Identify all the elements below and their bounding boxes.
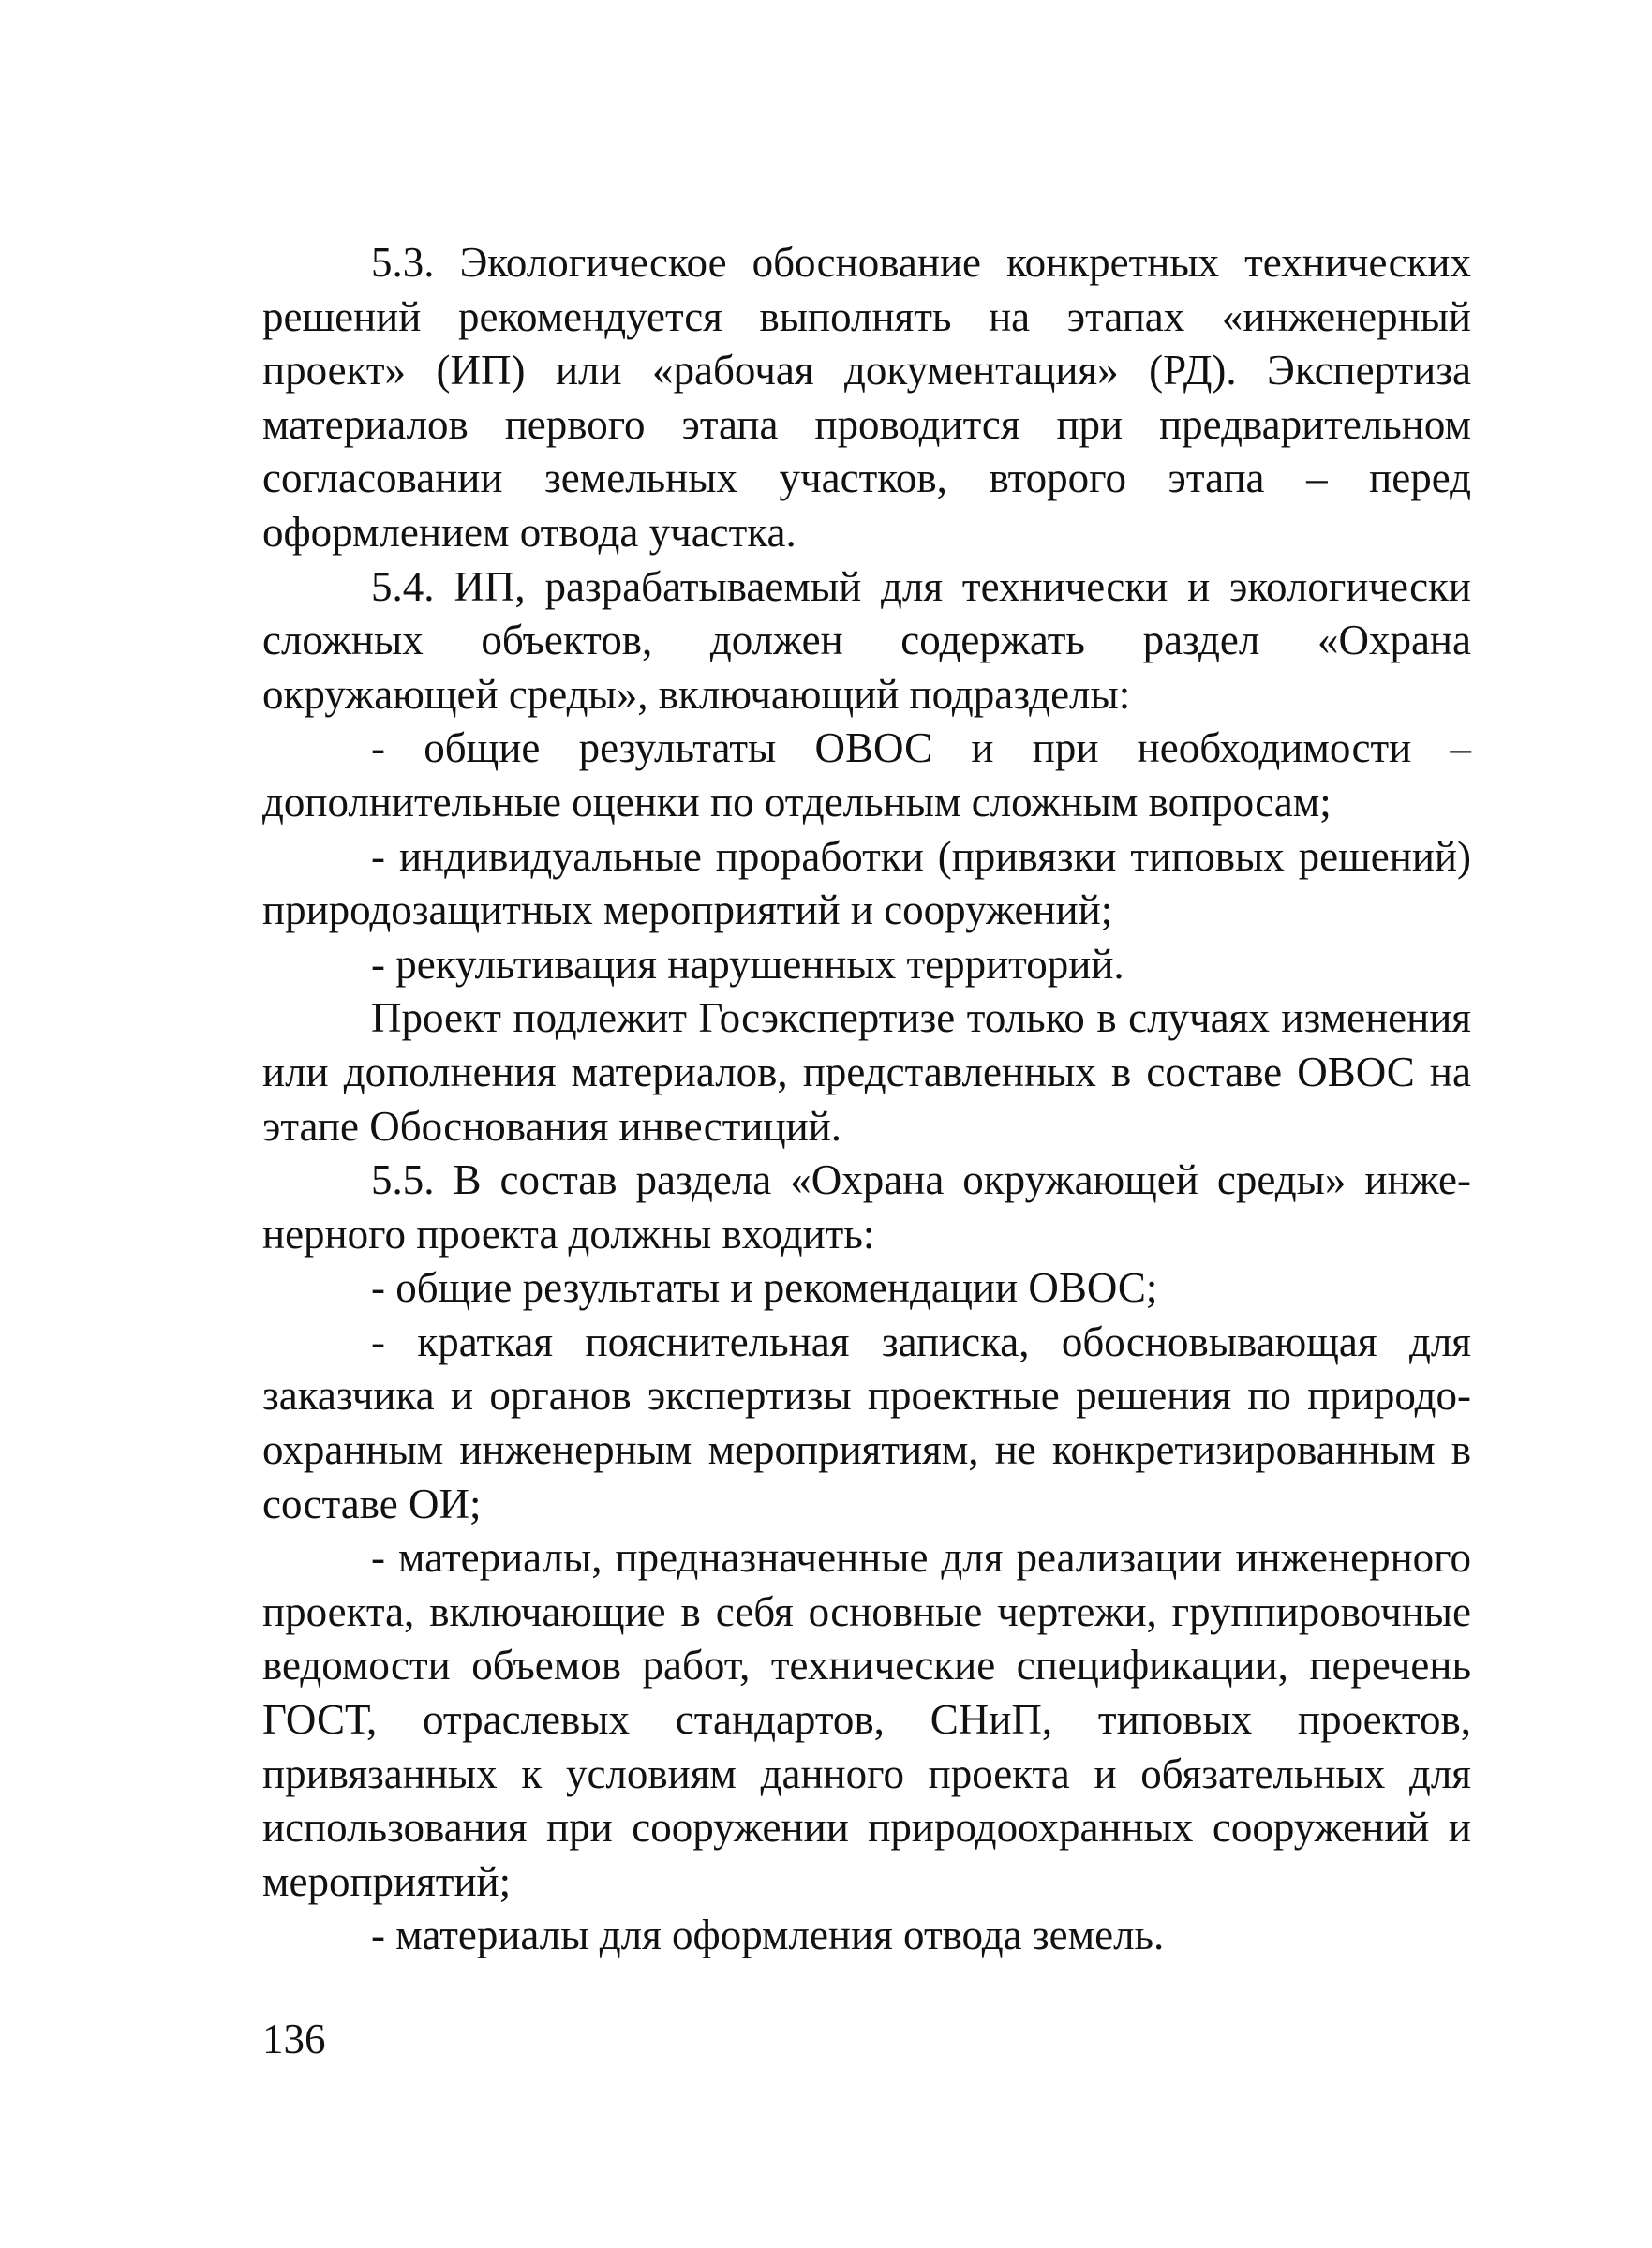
paragraph-expertise: Проект подлежит Госэкспертизе только в случаях изменения или дополнения материалов, представленных в составе ОВОС на этапе Обоснования инвестиций. bbox=[262, 994, 1471, 1150]
list-item-project-materials: - материалы, предназначенные для реализации инженерного проекта, включающие в себя основные чертежи, группировочные ведомости объемов работ, технические спецификации, перечень ГОСТ, отраслевых стандартов, СНиП, типовых проектов, привязанных к условиям данного проекта и обязательных для использования при сооружении природоохранных сооружений и мероприятий; bbox=[262, 1534, 1471, 1905]
paragraph-5-5: 5.5. В состав раздела «Охрана окружающей среды» инженерного проекта должны входить: bbox=[262, 1156, 1471, 1258]
list-item-ovos-recommendations: - общие результаты и рекомендации ОВОС; bbox=[371, 1264, 1158, 1312]
list-item-individual-studies: - индивидуальные проработки (привязки типовых решений) природозащитных мероприятий и сооружений; bbox=[262, 832, 1471, 934]
page-number: 136 bbox=[262, 2016, 326, 2062]
paragraph-5-4: 5.4. ИП, разрабатываемый для технически и экологически сложных объектов, должен содержать раздел «Охрана окружающей среды», включающий подразделы: bbox=[262, 562, 1471, 718]
list-item-ovos-results: - общие результаты ОВОС и при необходимости – дополнительные оценки по отдельным сложным вопросам; bbox=[262, 724, 1471, 826]
list-item-land-allocation: - материалы для оформления отвода земель. bbox=[371, 1912, 1165, 1959]
list-item-explanatory-note: - краткая пояснительная записка, обосновывающая для заказчика и органов экспертизы проектные решения по природоохранным инженерным мероприятиям, не конкретизированным в составе ОИ; bbox=[262, 1318, 1471, 1527]
document-body bbox=[262, 236, 1471, 1963]
paragraph-5-3: 5.3. Экологическое обоснование конкретных технических решений рекомендуется выполнять на этапах «инженерный проект» (ИП) или «рабочая документация» (РД). Экспертиза материалов первого этапа проводится при предварительном согласовании земельных участков, второго этапа – перед оформлением отвода участка. bbox=[262, 239, 1471, 556]
list-item-recultivation: - рекультивация нарушенных территорий. bbox=[371, 940, 1124, 988]
